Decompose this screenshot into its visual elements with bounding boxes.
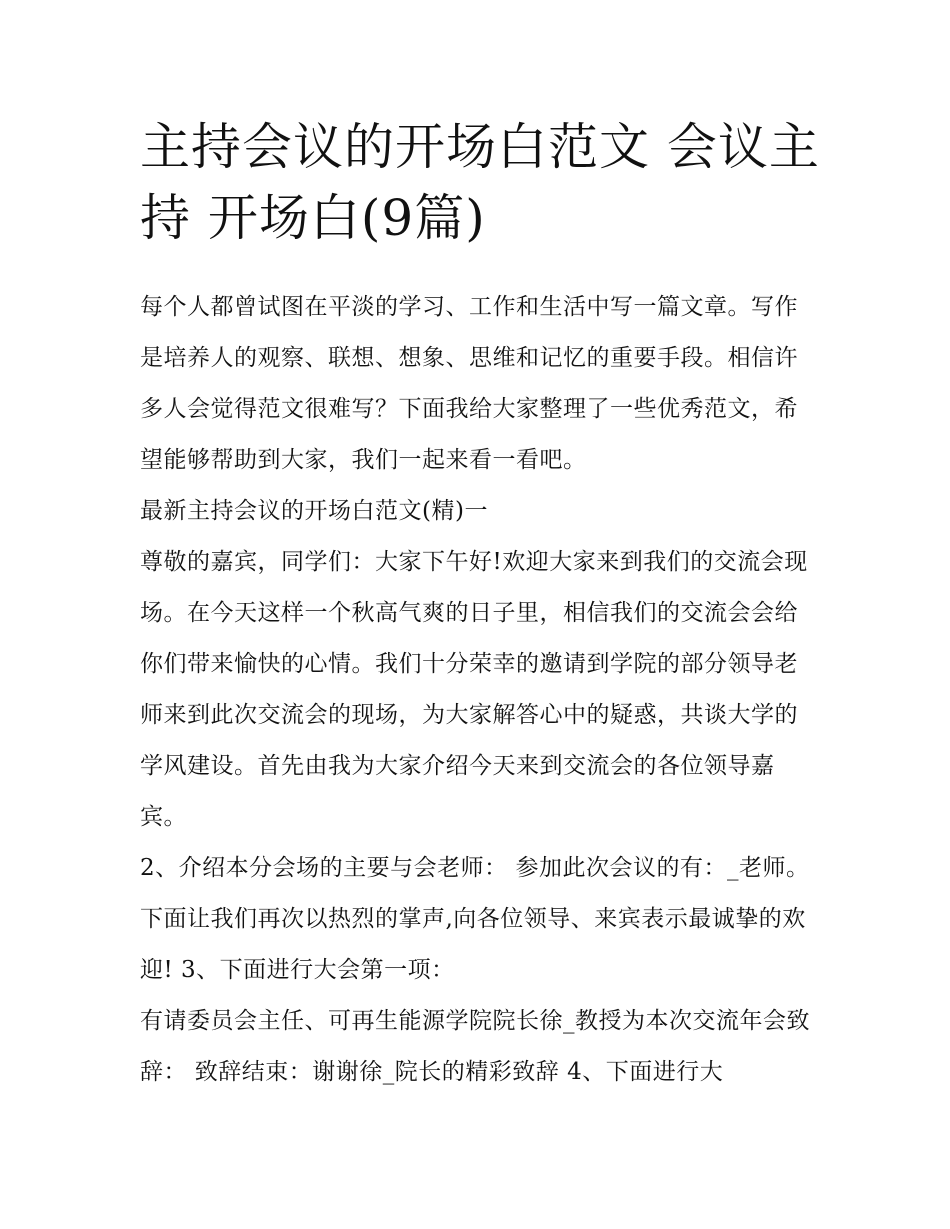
teacher-intro-paragraph: 2、介绍本分会场的主要与会老师： 参加此次会议的有：_老师。下面让我们再次以热烈的掌声,向各位领导、来宾表示最诚挚的欢迎! 3、下面进行大会第一项：	[140, 855, 810, 983]
intro-paragraph: 每个人都曾试图在平淡的学习、工作和生活中写一篇文章。写作是培养人的观察、联想、想象、思维和记忆的重要手段。相信许多人会觉得范文很难写？下面我给大家整理了一些优秀范文，希望能够帮助到大家，我们一起来看一看吧。	[140, 294, 798, 473]
document-title: 主持会议的开场白范文 会议主持 开场白(9篇)	[140, 118, 820, 247]
greeting-paragraph: 尊敬的嘉宾，同学们：大家下午好!欢迎大家来到我们的交流会现场。在今天这样一个秋高气爽的日子里，相信我们的交流会会给你们带来愉快的心情。我们十分荣幸的邀请到学院的部分领导老师来到此次交流会的现场，为大家解答心中的疑惑，共谈大学的学风建设。首先由我为大家介绍今天来到交流会的各位领导嘉宾。	[140, 549, 808, 830]
document-body	[140, 282, 820, 1098]
section-heading: 最新主持会议的开场白范文(精)一	[140, 498, 488, 524]
speech-paragraph: 有请委员会主任、可再生能源学院院长徐_教授为本次交流年会致辞： 致辞结束：谢谢徐_院长的精彩致辞 4、下面进行大	[140, 1008, 810, 1085]
